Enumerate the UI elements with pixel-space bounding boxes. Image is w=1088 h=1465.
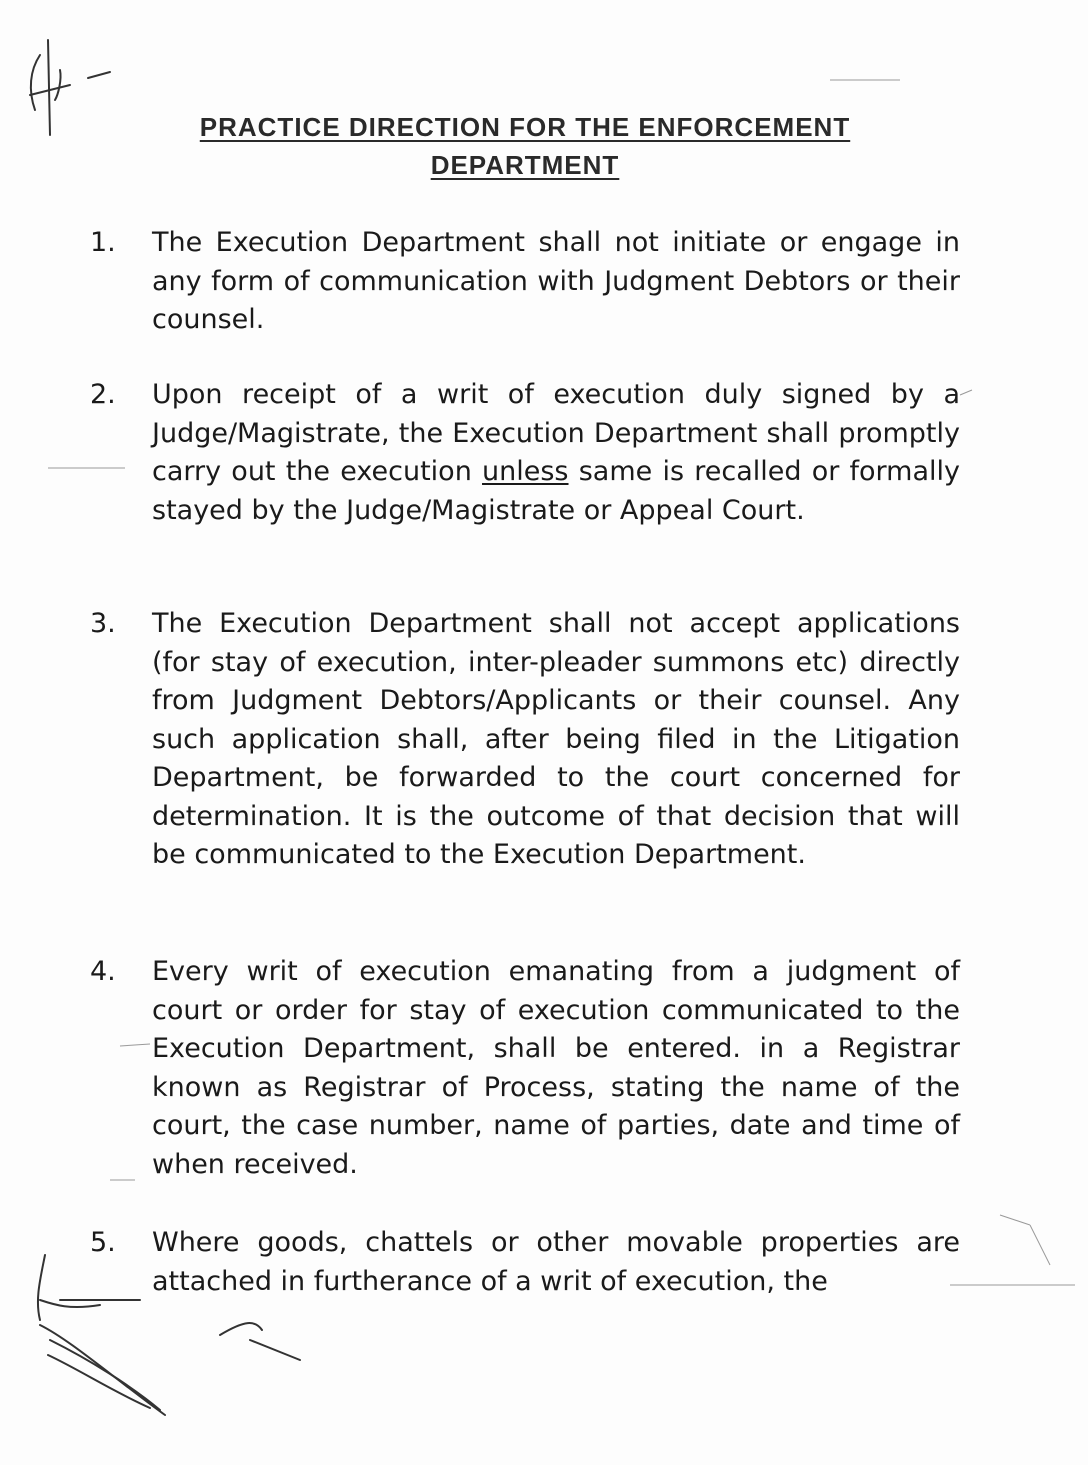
item-text: The Execution Department shall not accept applications (for stay of execution, inter-pleader summons etc) directly from Judgment Debtors/Applicants or their counsel. Any such application shall, after being filed in the Litigation Department, be forwarded to the court concerned for determination. It is the outcome of that decision that will be communicated to the Execution Department.: [152, 608, 960, 870]
item-number: 1.: [90, 227, 116, 258]
item-number: 4.: [90, 956, 116, 987]
item-number: 5.: [90, 1227, 116, 1258]
item-text-underlined: unless: [482, 456, 569, 487]
handwritten-initials-mark: [30, 40, 110, 135]
item-number: 3.: [90, 608, 116, 639]
item-text: [152, 376, 960, 530]
list-item: [80, 953, 960, 1184]
item-number: 2.: [90, 379, 116, 410]
item-text: Where goods, chattels or other movable properties are attached in furtherance of a writ of execution, the: [152, 1227, 960, 1297]
list-item: [80, 376, 960, 530]
item-text-part-1: Upon receipt of a writ of execution duly signed by a Judge/Magistrate, the Execution Department shall promptly carry out the execution: [152, 379, 960, 487]
document-title-line-2: DEPARTMENT: [430, 150, 620, 180]
list-item: [80, 1224, 960, 1301]
list-item: [80, 605, 960, 875]
item-text: The Execution Department shall not initiate or engage in any form of communication with Judgment Debtors or their counsel.: [152, 227, 960, 335]
item-text-part-2: same is recalled or formally stayed by the Judge/Magistrate or Appeal Court.: [152, 456, 960, 526]
item-text: Every writ of execution emanating from a judgment of court or order for stay of execution communicated to the Execution Department, shall be entered. in a Registrar known as Registrar of Process, stating the name of the court, the case number, name of parties, date and time of when received.: [152, 956, 960, 1180]
list-item: [80, 224, 960, 340]
document-title-line-1: PRACTICE DIRECTION FOR THE ENFORCEMENT: [199, 112, 851, 142]
